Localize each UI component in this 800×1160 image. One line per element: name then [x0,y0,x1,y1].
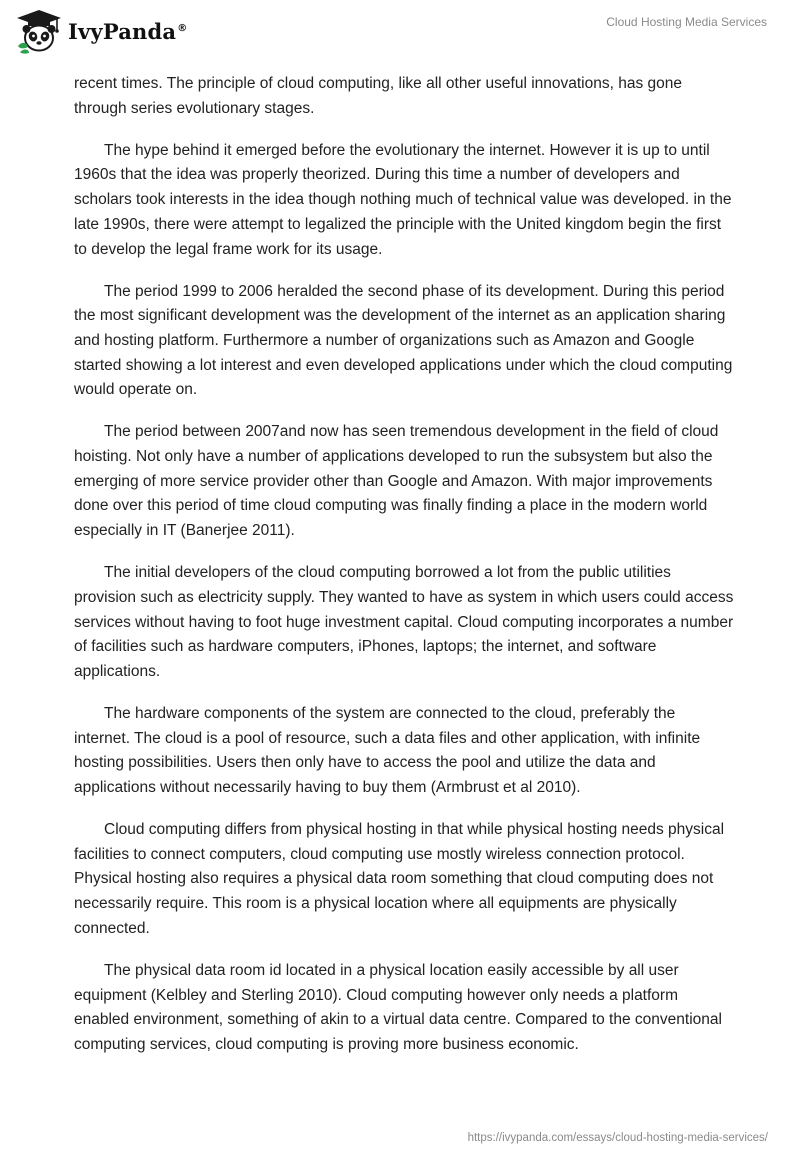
essay-body [74,72,734,1075]
source-url[interactable]: https://ivypanda.com/essays/cloud-hosting-media-services/ [467,1132,768,1144]
paragraph: The hardware components of the system are connected to the cloud, preferably the internet. The cloud is a pool of resource, such a data files and other application, with infinite hosting possibilities. Users then only have to access the pool and utilize the data and applications without necessarily having to buy them (Armbrust et al 2010). [74,704,701,797]
paragraph: The physical data room id located in a physical location easily accessible by all user equipment (Kelbley and Sterling 2010). Cloud computing however only needs a platform enabled environment, something of akin to a virtual data centre. Compared to the conventional computing services, cloud computing is proving more business economic. [74,961,722,1053]
brand-name: IvyPanda® [68,18,188,44]
panda-graduate-icon [14,8,64,54]
document-title: Cloud Hosting Media Services [606,15,767,29]
paragraph: recent times. The principle of cloud computing, like all other useful innovations, has gone through series evolutionary stages. [74,75,683,117]
brand-registered-mark: ® [177,22,188,34]
paragraph: The period 1999 to 2006 heralded the second phase of its development. During this period the most significant development was the development of the internet as an application sharing and hosting platform. Furthermore a number of organizations such as Amazon and Google started showing a lot interest and even developed applications under which the cloud computing would operate on. [74,282,733,399]
brand-logo[interactable] [14,8,187,54]
paragraph: The period between 2007and now has seen tremendous development in the field of cloud hoisting. Not only have a number of applications developed to run the subsystem but also the emerging of more service provider other than Google and Amazon. With major improvements done over this period of time cloud computing was finally finding a place in the modern world especially in IT (Banerjee 2011). [74,423,719,540]
page-header [0,0,800,64]
paragraph: Cloud computing differs from physical hosting in that while physical hosting needs physical facilities to connect computers, cloud computing use mostly wireless connection protocol. Physical hosting also requires a physical data room something that cloud computing does not necessarily require. This room is a physical location where all equipments are physically connected. [74,821,725,937]
paragraph: The initial developers of the cloud computing borrowed a lot from the public utilities provision such as electricity supply. They wanted to have as system in which users could access services without having to foot huge investment capital. Cloud computing incorporates a number of facilities such as hardware computers, iPhones, laptops; the internet, and software applications. [74,564,734,680]
paragraph: The hype behind it emerged before the evolutionary the internet. However it is up to until 1960s that the idea was properly theorized. During this time a number of developers and scholars took interests in the idea though nothing much of technical value was developed. in the late 1990s, there were attempt to legalized the principle with the United kingdom begin the first to develop the legal frame work for its usage. [74,141,732,258]
